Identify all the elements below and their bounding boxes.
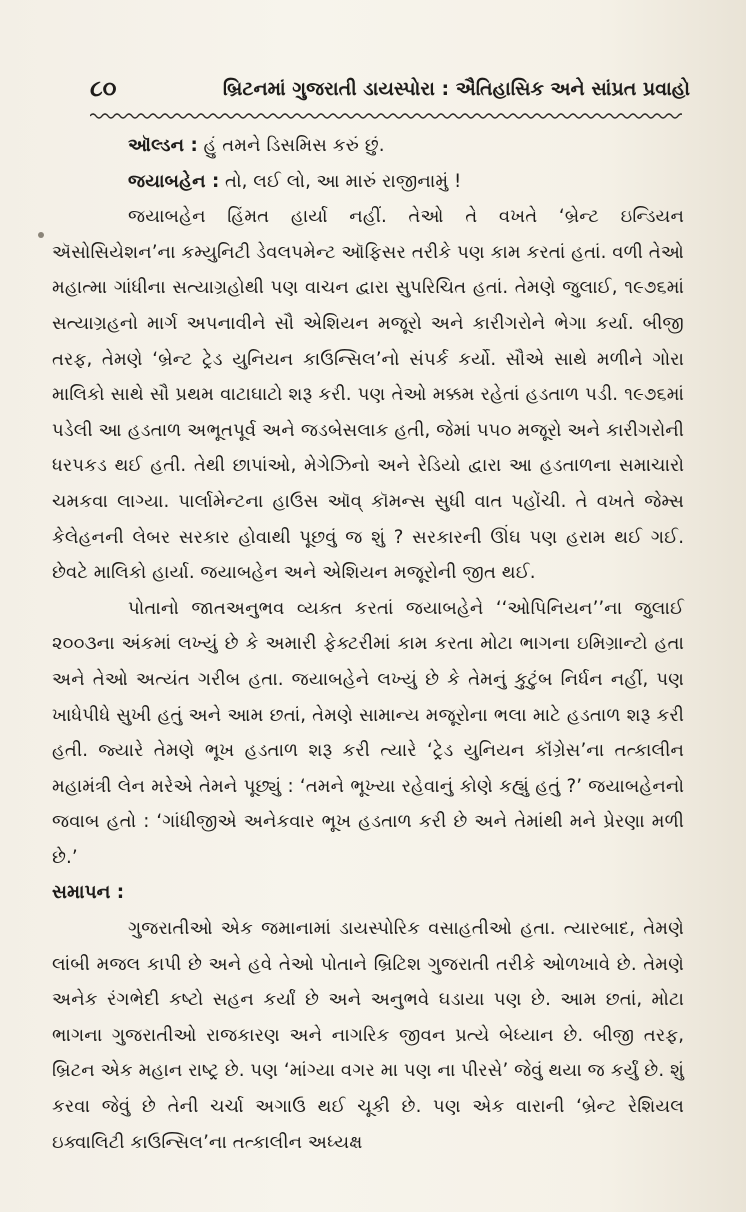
dialogue-line — [52, 128, 684, 164]
body-paragraph: પોતાનો જાતઅનુભવ વ્યક્ત કરતાં જયાબહેને ‘‘ઓપિનિયન’’ના જુલાઈ ૨૦૦૩ના અંકમાં લખ્યું છે કે અમારી ફેક્ટરીમાં કામ કરતા મોટા ભાગના ઇમિગ્રાન્ટો હતા અને તેઓ અત્યંત ગરીબ હતા. જયાબહેને લખ્યું છે કે તેમનું કુટુંબ નિર્ધન નહીં, પણ ખાધેપીધે સુખી હતું અને આમ છતાં, તેમણે સામાન્ય મજૂરોના ભલા માટે હડતાળ શરૂ કરી હતી. જ્યારે તેમણે ભૂખ હડતાળ શરૂ કરી ત્યારે ‘ટ્રેડ યુનિયન કૉંગ્રેસ’ના તત્કાલીન મહામંત્રી લેન મરેએ તેમને પૂછ્યું : ‘તમને ભૂખ્યા રહેવાનું કોણે કહ્યું હતું ?’ જયાબહેનનો જવાબ હતો : ‘ગાંધીજીએ અનેકવાર ભૂખ હડતાળ કરી છે અને તેમાંથી મને પ્રેરણા મળી છે.’ — [52, 597, 684, 868]
header-wavy-rule — [90, 112, 682, 120]
dialogue-speaker: જયાબહેન : — [128, 170, 220, 192]
margin-mark — [38, 232, 44, 238]
dialogue-text: હું તમને ડિસમિસ કરું છું. — [197, 135, 385, 156]
page-header — [90, 74, 690, 114]
page-body — [52, 128, 684, 1160]
running-title: બ્રિટનમાં ગુજરાતી ડાયસ્પોરા : ઐતિહાસિક અને સાંપ્રત પ્રવાહો — [222, 78, 690, 100]
dialogue-line — [52, 164, 684, 200]
page-number: ૮૦ — [90, 76, 117, 102]
body-paragraph: ગુજરાતીઓ એક જમાનામાં ડાયસ્પોરિક વસાહતીઓ હતા. ત્યારબાદ, તેમણે લાંબી મજલ કાપી છે અને હવે તેઓ પોતાને બ્રિટિશ ગુજરાતી તરીકે ઓળખાવે છે. તેમણે અનેક રંગભેદી કષ્ટો સહન કર્યાં છે અને અનુભવે ઘડાયા પણ છે. આમ છતાં, મોટા ભાગના ગુજરાતીઓ રાજકારણ અને નાગરિક જીવન પ્રત્યે બેધ્યાન છે. બીજી તરફ, બ્રિટન એક મહાન રાષ્ટ્ર છે. પણ ‘માંગ્યા વગર મા પણ ના પીરસે’ જેવું થયા જ કર્યું છે. શું કરવા જેવું છે તેની ચર્ચા અગાઉ થઈ ચૂકી છે. પણ એક વારાની ‘બ્રેન્ટ રેશિયલ ઇક્વાલિટી કાઉન્સિલ’ના તત્કાલીન અધ્યક્ષ — [52, 918, 684, 1153]
dialogue-speaker: ઑલ્ડન : — [128, 135, 198, 156]
section-heading: સમાપન : — [52, 882, 125, 904]
dialogue-text: તો, લઈ લો, આ મારું રાજીનામું ! — [219, 170, 462, 192]
body-paragraph: જયાબહેન હિંમત હાર્યા નહીં. તેઓ તે વખતે ‘બ્રેન્ટ ઇન્ડિયન ઍસોસિયેશન’ના કમ્યુનિટી ડેવલપમેન્ટ ઑફિસર તરીકે પણ કામ કરતાં હતાં. વળી તેઓ મહાત્મા ગાંધીના સત્યાગ્રહોથી પણ વાચન દ્વારા સુપરિચિત હતાં. તેમણે જુલાઈ, ૧૯૭૬માં સત્યાગ્રહનો માર્ગ અપનાવીને સૌ એશિયન મજૂરો અને કારીગરોને ભેગા કર્યા. બીજી તરફ, તેમણે ‘બ્રેન્ટ ટ્રેડ યુનિયન કાઉન્સિલ’નો સંપર્ક કર્યો. સૌએ સાથે મળીને ગોરા માલિકો સાથે સૌ પ્રથમ વાટાઘાટો શરૂ કરી. પણ તેઓ મક્કમ રહેતાં હડતાળ પડી. ૧૯૭૬માં પડેલી આ હડતાળ અભૂતપૂર્વ અને જડબેસલાક હતી, જેમાં ૫૫૦ મજૂરો અને કારીગરોની ધરપકડ થઈ હતી. તેથી છાપાંઓ, મેગેઝિનો અને રેડિયો દ્વારા આ હડતાળના સમાચારો ચમકવા લાગ્યા. પાર્લામેન્ટના હાઉસ ઑવ્ કૉમન્સ સુધી વાત પહોંચી. તે વખતે જેમ્સ કેલેહનની લેબર સરકાર હોવાથી પૂછવું જ શું ? સરકારની ઊંઘ પણ હરામ થઈ ગઈ. છેવટે માલિકો હાર્યા. જયાબહેન અને એશિયન મજૂરોની જીત થઈ. — [52, 206, 684, 584]
